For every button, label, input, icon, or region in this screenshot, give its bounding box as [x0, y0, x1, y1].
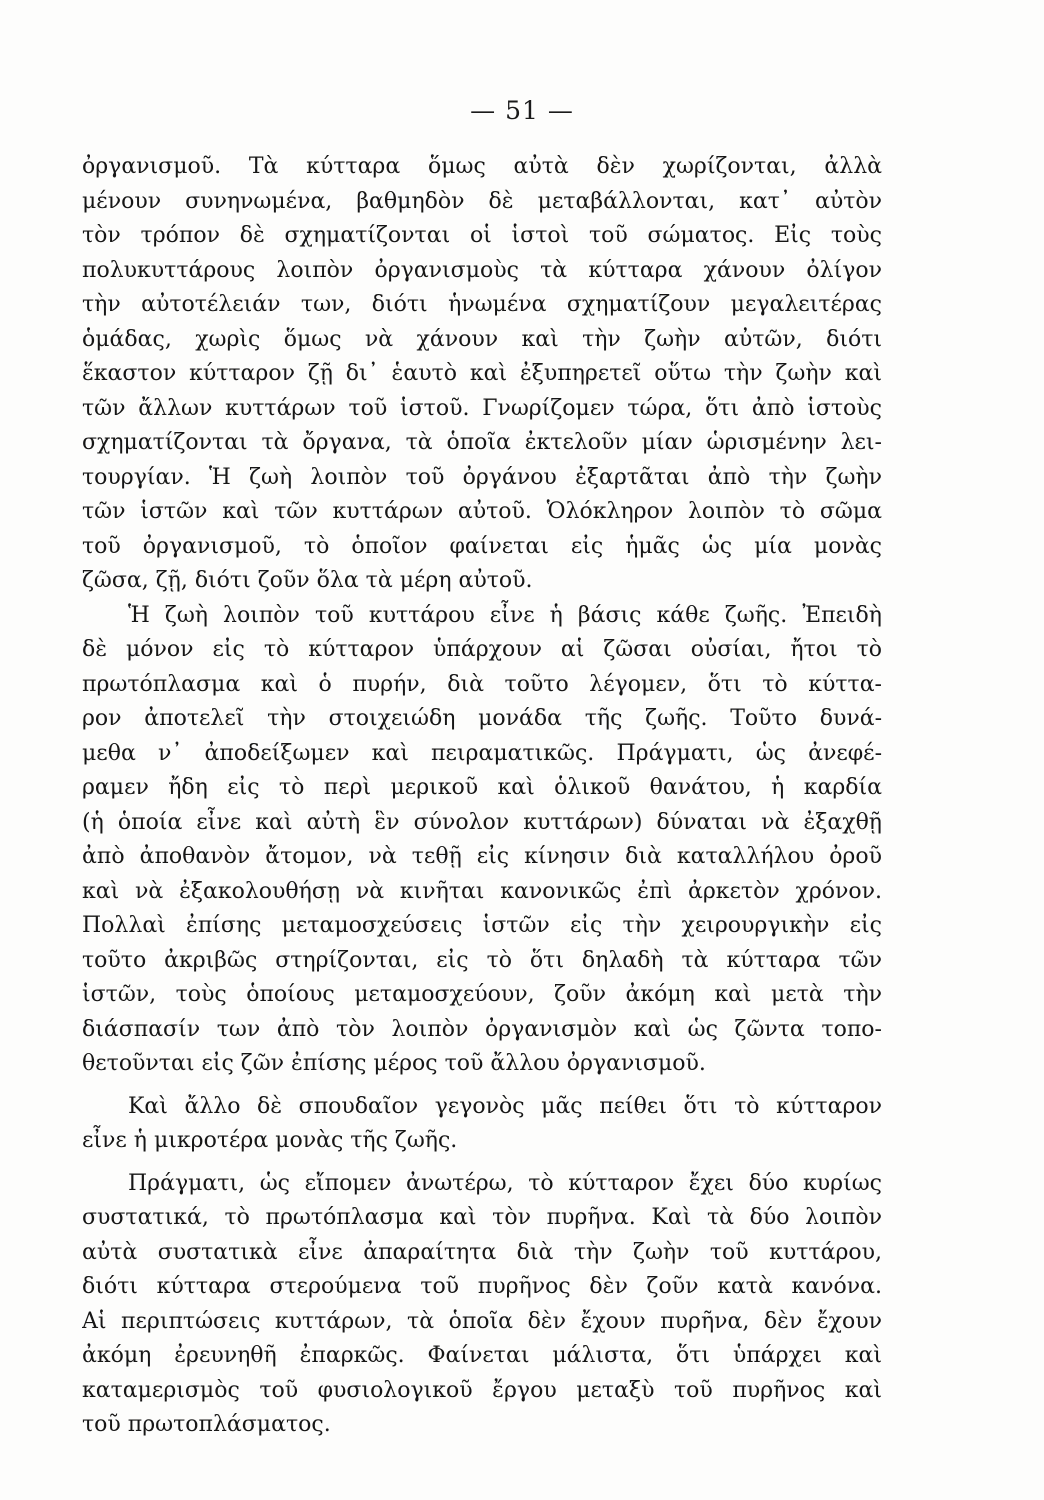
text-line: τοῦτο ἀκριβῶς στηρίζονται, εἰς τὸ ὅτι δηλαδὴ τὰ κύτταρα τῶν — [82, 947, 882, 973]
text-line: Ἡ ζωὴ λοιπὸν τοῦ κυττάρου εἶνε ἡ βάσις κάθε ζωῆς. Ἐπειδὴ — [128, 602, 882, 628]
text-line: τῶν ἱστῶν καὶ τῶν κυττάρων αὐτοῦ. Ὁλόκληρον λοιπὸν τὸ σῶμα — [82, 499, 882, 524]
text-line: Πολλαὶ ἐπίσης μεταμοσχεύσεις ἱστῶν εἰς τὴν χειρουργικὴν εἰς — [82, 913, 882, 938]
paragraph-gap — [82, 1082, 882, 1090]
paragraph-gap — [82, 1159, 882, 1167]
text-line: θετοῦνται εἰς ζῶν ἐπίσης μέρος τοῦ ἄλλου ὀργανισμοῦ. — [82, 1051, 706, 1076]
text-line: καὶ νὰ ἐξακολουθήσῃ νὰ κινῆται κανονικῶς ἐπὶ ἀρκετὸν χρόνον. — [82, 878, 882, 904]
text-line: τῶν ἄλλων κυττάρων τοῦ ἱστοῦ. Γνωρίζομεν τώρα, ὅτι ἀπὸ ἱστοὺς — [82, 395, 882, 421]
text-line: τοῦ πρωτοπλάσματος. — [82, 1412, 331, 1437]
text-line: ὀργανισμοῦ. Τὰ κύτταρα ὅμως αὐτὰ δὲν χωρίζονται, ἀλλὰ — [82, 154, 882, 179]
page-number: — 51 — — [470, 96, 574, 125]
text-line: μεθα ν᾿ ἀποδείξωμεν καὶ πειραματικῶς. Πράγματι, ὡς ἀνεφέ- — [82, 740, 882, 766]
text-line: ἀπὸ ἀποθανὸν ἄτομον, νὰ τεθῇ εἰς κίνησιν διὰ καταλλήλου ὀροῦ — [82, 844, 882, 869]
text-line: σχηματίζονται τὰ ὄργανα, τὰ ὁποῖα ἐκτελοῦν μίαν ὡρισμένην λει- — [82, 430, 882, 455]
body-text — [82, 150, 882, 1443]
text-line: ρον ἀποτελεῖ τὴν στοιχειώδη μονάδα τῆς ζωῆς. Τοῦτο δυνά- — [82, 706, 882, 731]
text-line: Αἱ περιπτώσεις κυττάρων, τὰ ὁποῖα δὲν ἔχουν πυρῆνα, δὲν ἔχουν — [82, 1308, 882, 1334]
text-line: συστατικά, τὸ πρωτόπλασμα καὶ τὸν πυρῆνα. Καὶ τὰ δύο λοιπὸν — [82, 1205, 882, 1230]
text-line: διάσπασίν των ἀπὸ τὸν λοιπὸν ὀργανισμὸν καὶ ὡς ζῶντα τοπο- — [82, 1016, 882, 1042]
text-line: (ἡ ὁποία εἶνε καὶ αὐτὴ ἓν σύνολον κυττάρων) δύναται νὰ ἐξαχθῇ — [82, 809, 882, 835]
text-line: τὴν αὐτοτέλειάν των, διότι ἡνωμένα σχηματίζουν μεγαλειτέρας — [82, 292, 882, 317]
text-line: διότι κύτταρα στερούμενα τοῦ πυρῆνος δὲν ζοῦν κατὰ κανόνα. — [82, 1274, 882, 1299]
text-line: εἶνε ἡ μικροτέρα μονὰς τῆς ζωῆς. — [82, 1128, 458, 1153]
text-line: τουργίαν. Ἡ ζωὴ λοιπὸν τοῦ ὀργάνου ἐξαρτᾶται ἀπὸ τὴν ζωὴν — [82, 464, 882, 490]
text-line: τοῦ ὀργανισμοῦ, τὸ ὁποῖον φαίνεται εἰς ἡμᾶς ὡς μία μονὰς — [82, 533, 882, 559]
text-line: ὁμάδας, χωρὶς ὅμως νὰ χάνουν καὶ τὴν ζωὴν αὐτῶν, διότι — [82, 326, 882, 352]
text-line: πολυκυττάρους λοιπὸν ὀργανισμοὺς τὰ κύτταρα χάνουν ὀλίγον — [82, 257, 882, 283]
text-line: μένουν συνηνωμένα, βαθμηδὸν δὲ μεταβάλλονται, κατ᾿ αὐτὸν — [82, 188, 882, 214]
text-line: ἀκόμη ἐρευνηθῆ ἐπαρκῶς. Φαίνεται μάλιστα, ὅτι ὑπάρχει καὶ — [82, 1343, 882, 1368]
text-line: ἕκαστον κύτταρον ζῇ δι᾿ ἑαυτὸ καὶ ἐξυπηρετεῖ οὕτω τὴν ζωὴν καὶ — [82, 361, 882, 386]
text-line: πρωτόπλασμα καὶ ὁ πυρήν, διὰ τοῦτο λέγομεν, ὅτι τὸ κύττα- — [82, 671, 882, 697]
text-line: δὲ μόνον εἰς τὸ κύτταρον ὑπάρχουν αἱ ζῶσαι οὐσίαι, ἤτοι τὸ — [82, 637, 882, 662]
text-line: αὐτὰ συστατικὰ εἶνε ἀπαραίτητα διὰ τὴν ζωὴν τοῦ κυττάρου, — [82, 1239, 882, 1265]
text-line: τὸν τρόπον δὲ σχηματίζονται οἱ ἱστοὶ τοῦ σώματος. Εἰς τοὺς — [82, 223, 882, 248]
text-line: Καὶ ἄλλο δὲ σπουδαῖον γεγονὸς μᾶς πείθει ὅτι τὸ κύτταρον — [128, 1093, 882, 1119]
text-line: καταμερισμὸς τοῦ φυσιολογικοῦ ἔργου μεταξὺ τοῦ πυρῆνος καὶ — [82, 1377, 882, 1403]
text-line: ραμεν ἤδη εἰς τὸ περὶ μερικοῦ καὶ ὁλικοῦ θανάτου, ἡ καρδία — [82, 775, 882, 800]
text-line: ζῶσα, ζῇ, διότι ζοῦν ὅλα τὰ μέρη αὐτοῦ. — [82, 568, 533, 593]
text-line: ἱστῶν, τοὺς ὁποίους μεταμοσχεύουν, ζοῦν ἀκόμη καὶ μετὰ τὴν — [82, 982, 882, 1007]
text-line: Πράγματι, ὡς εἴπομεν ἀνωτέρω, τὸ κύτταρον ἔχει δύο κυρίως — [128, 1170, 882, 1196]
